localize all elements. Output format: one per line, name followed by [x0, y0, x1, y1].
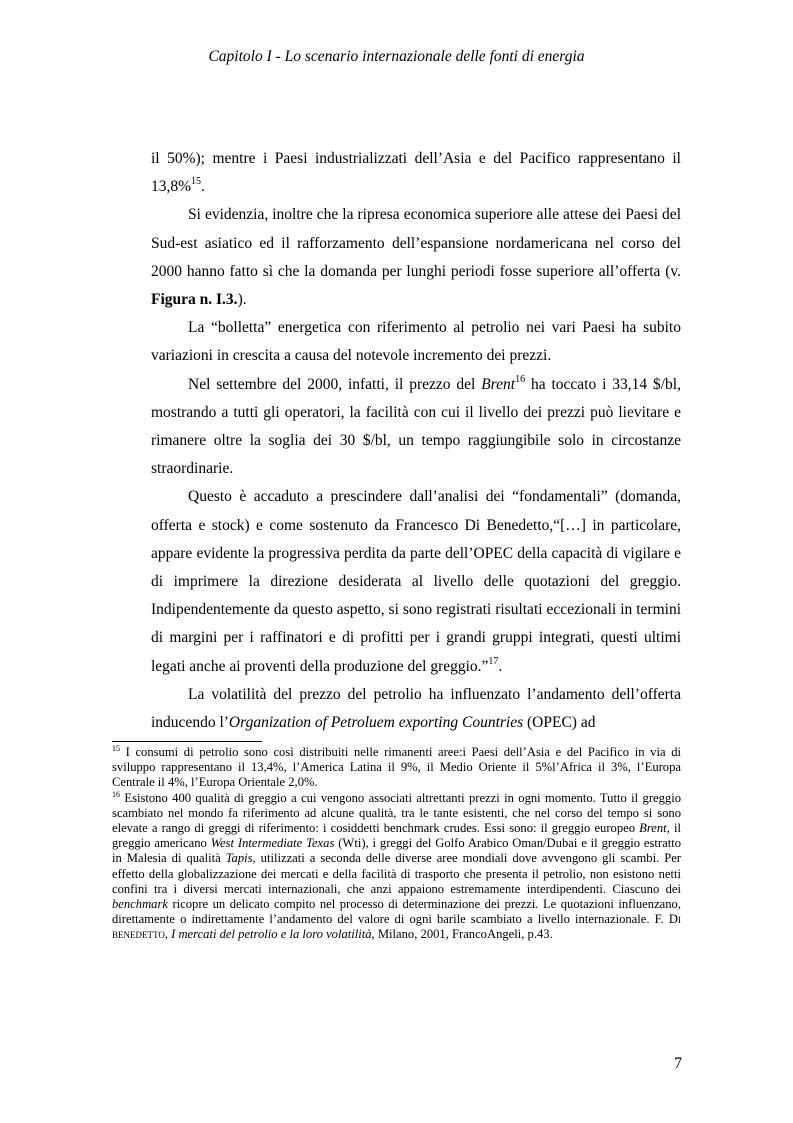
text-span: Questo è accaduto a prescindere dall’analisi dei “fondamentali” (domanda, offerta e stock) e come sostenuto da Francesco Di Benedetto,“[…] in particolare, appare evidente la progressiva perdita da parte dell’OPEC della capacità di vigilare e di imprimere la direzione desiderata al livello delle quotazioni del greggio. Indipendentemente da questo aspetto, si sono registrati risultati eccezionali in termini di margini per i raffinatori e di profitti per i grandi gruppi integrati, questi ultimi legati anche ai proventi della produzione del greggio.” — [151, 488, 681, 675]
italic-term: Brent — [639, 821, 667, 836]
footnote-ref-16[interactable]: 16 — [515, 373, 526, 385]
text-span: ). — [237, 291, 247, 309]
footnotes — [112, 745, 681, 943]
paragraph-5 — [151, 483, 681, 680]
body-text — [151, 145, 681, 737]
text-span: La volatilità del prezzo del petrolio ha influenzato l’andamento dell’offerta inducendo l’ — [151, 685, 681, 732]
footnote-text: , utilizzati a seconda delle diverse aree mondiali dove avvengono gli scambi. Per effetto della globalizzazione dei mercati e della facilità di trasporto che presenta il petrolio, non esistono netti confini tra i diversi mercati internazionali, che anzi appaiono estremamente interdipendenti. Ciascuno dei — [112, 851, 682, 896]
footnote-text: , Milano, 2001, FrancoAngeli, p.43. — [371, 927, 553, 942]
text-span: . — [498, 657, 503, 675]
paragraph-4 — [151, 371, 681, 484]
footnote-15 — [112, 745, 681, 791]
footnote-number: 16 — [112, 789, 120, 799]
page-number: 7 — [674, 1055, 682, 1072]
text-span: ha toccato i 33,14 $/bl, mostrando a tutti gli operatori, la facilità con cui il livello dei prezzi può lievitare e rimanere oltre la soglia dei 30 $/bl, un tempo raggiungibile solo in circostanze straordinarie. — [151, 375, 681, 478]
footnote-text: , — [164, 927, 172, 942]
footnote-text: , il greggio americano — [112, 821, 681, 851]
author-name: i benedetto — [112, 912, 681, 942]
running-header: Capitolo I - Lo scenario internazionale delle fonti di energia — [208, 48, 585, 65]
paragraph-6 — [151, 681, 681, 737]
italic-term: Tapis — [225, 851, 253, 866]
figure-reference: Figura n. I.3. — [151, 291, 238, 309]
footnote-ref-17[interactable]: 17 — [488, 655, 499, 667]
footnote-text: I consumi di petrolio sono così distribuiti nelle rimanenti aree:i Paesi dell’Asia e del Pacifico in via di sviluppo rappresentano il 13,4%, l’America Latina il 9%, il Medio Oriente il 5%l’Africa il 3%, l’Europa Centrale il 4%, l’Europa Orientale 2,0%. — [112, 745, 681, 790]
footnote-text: (Wti), i greggi del Golfo Arabico Oman/Dubai e il greggio estratto in Malesia di qualità — [112, 836, 681, 866]
text-span: Si evidenzia, inoltre che la ripresa economica superiore alle attese dei Paesi del Sud-est asiatico ed il rafforzamento dell’espansione nordamericana nel corso del 2000 hanno fatto sì che la domanda per lunghi periodi fosse superiore all’offerta (v. — [151, 206, 681, 280]
italic-term: Organization of Petroluem exporting Countries — [228, 714, 524, 732]
paragraph-1 — [151, 145, 681, 201]
text-span: (OPEC) ad — [523, 714, 596, 732]
footnote-separator — [112, 741, 262, 742]
footnote-text: ricopre un delicato compito nel processo di determinazione dei prezzi. Le quotazioni influenzano, direttamente o indirettamente l’andamento del valore di ogni barile scambiato a livello internazionale. F. D — [112, 897, 681, 927]
text-span: il 50%); mentre i Paesi industrializzati dell’Asia e del Pacifico rappresentano il 13,8% — [151, 150, 681, 196]
footnote-number: 15 — [112, 744, 120, 753]
text-span: Nel settembre del 2000, infatti, il prezzo del — [188, 375, 482, 393]
footnote-ref-15[interactable]: 15 — [191, 176, 202, 188]
book-title: I mercati del petrolio e la loro volatilità — [171, 927, 372, 942]
paragraph-2 — [151, 201, 681, 314]
italic-term: Brent — [481, 375, 516, 393]
italic-term: benchmark — [112, 897, 168, 912]
footnote-16 — [112, 791, 681, 943]
italic-term: West Intermediate Texas — [210, 836, 335, 851]
paragraph-3: La “bolletta” energetica con riferimento al petrolio nei vari Paesi ha subito variazioni in crescita a causa del notevole incremento dei prezzi. — [151, 319, 681, 365]
footnote-text: Esistono 400 qualità di greggio a cui vengono associati altrettanti prezzi in ogni momento. Tutto il greggio scambiato nel mondo fa riferimento ad alcune qualità, tra le tante esistenti, che nel corso del tempo si sono elevate a rango di greggi di riferimento: i cosiddetti benchmark crudes. Essi sono: il greggio europeo — [112, 790, 681, 836]
text-span: . — [201, 178, 205, 196]
